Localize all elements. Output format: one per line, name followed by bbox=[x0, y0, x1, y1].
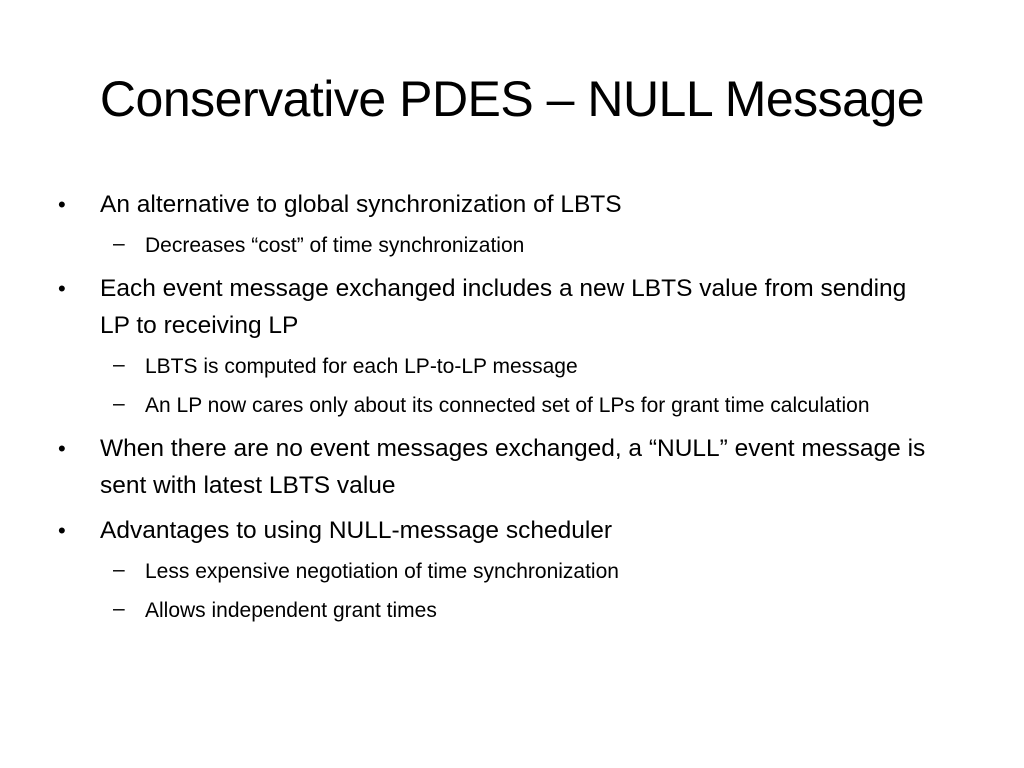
sub-bullet-marker: – bbox=[113, 558, 125, 581]
sub-bullet-item bbox=[56, 594, 936, 628]
bullet-marker: • bbox=[58, 518, 66, 543]
bullet-text: An alternative to global synchronization of LBTS bbox=[100, 191, 622, 218]
sub-bullet-item bbox=[56, 555, 936, 589]
sub-bullet-item bbox=[56, 350, 936, 384]
sub-bullet-text: Decreases “cost” of time synchronization bbox=[145, 234, 525, 257]
bullet-text: Each event message exchanged includes a new LBTS value from sending LP to receiving LP bbox=[100, 275, 907, 339]
sub-bullet-text: Allows independent grant times bbox=[145, 599, 437, 622]
sub-bullet-text: Less expensive negotiation of time synchronization bbox=[145, 560, 619, 583]
sub-bullet-marker: – bbox=[113, 353, 125, 376]
sub-bullet-item bbox=[56, 389, 936, 423]
sub-bullet-marker: – bbox=[113, 597, 125, 620]
sub-bullet-item bbox=[56, 229, 936, 263]
sub-bullet-marker: – bbox=[113, 232, 125, 255]
bullet-item bbox=[56, 186, 936, 223]
bullet-marker: • bbox=[58, 436, 66, 461]
slide-body bbox=[56, 186, 936, 635]
bullet-item bbox=[56, 512, 936, 549]
bullet-text: Advantages to using NULL-message scheduler bbox=[100, 517, 613, 544]
bullet-item bbox=[56, 430, 936, 504]
sub-bullet-text: An LP now cares only about its connected set of LPs for grant time calculation bbox=[145, 394, 870, 417]
bullet-item bbox=[56, 270, 936, 344]
sub-bullet-marker: – bbox=[113, 392, 125, 415]
slide-title: Conservative PDES – NULL Message bbox=[99, 71, 925, 127]
bullet-marker: • bbox=[58, 276, 66, 301]
bullet-text: When there are no event messages exchanged, a “NULL” event message is sent with latest LBTS value bbox=[100, 435, 926, 499]
bullet-marker: • bbox=[58, 192, 66, 217]
sub-bullet-text: LBTS is computed for each LP-to-LP message bbox=[145, 355, 578, 378]
